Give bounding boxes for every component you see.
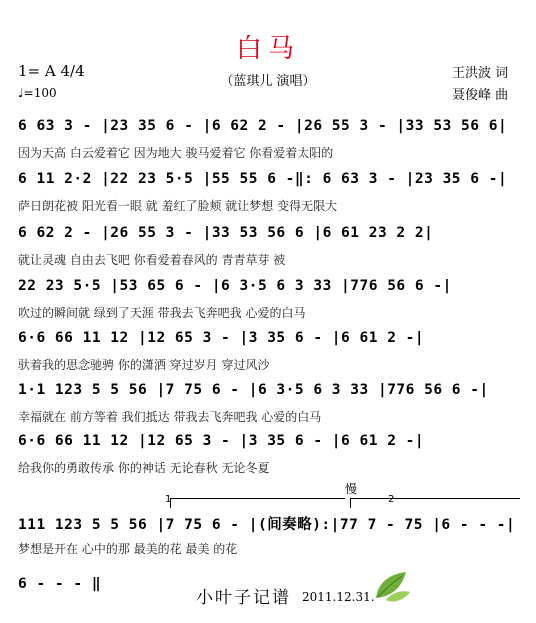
transcription-date: 2011.12.31. (302, 590, 375, 604)
lyrics-line-5: 驮着我的思念驰骋 你的潇洒 穿过岁月 穿过风沙 (18, 358, 270, 372)
notation-line-8: 111 123 5 5 56 |7 75 6 - |(间奏略):|77 7 - 75 |6 - - -| (18, 517, 516, 533)
lyrics-line-4: 吹过的瞬间就 绿到了天涯 带我去飞奔吧我 心爱的白马 (18, 306, 306, 320)
tempo-marking: ♩=100 (18, 86, 57, 100)
composer-credit: 聂俊峰 曲 (452, 88, 509, 103)
volta-1-label: 1 (165, 494, 172, 505)
lyrics-line-8: 梦想是开在 心中的那 最美的花 最美 的花 (18, 542, 238, 556)
leaf-icon (372, 568, 412, 604)
notation-line-9: 6 - - - ‖ (18, 576, 102, 592)
notation-line-5: 6·6 66 11 12 |12 65 3 - |3 35 6 - |6 61 2 -| (18, 330, 425, 346)
volta-bracket-2-end (350, 498, 351, 508)
notation-line-1: 6 63 3 - |23 35 6 - |6 62 2 - |26 55 3 - |33 53 56 6| (18, 118, 508, 134)
key-signature: 1= A 4/4 (18, 62, 85, 80)
notation-line-6: 1·1 123 5 5 56 |7 75 6 - |6 3·5 6 3 33 |776 56 6 -| (18, 382, 489, 398)
notation-line-2: 6 11 2·2 |22 23 5·5 |55 55 6 -‖: 6 63 3 - |23 35 6 -| (18, 171, 508, 187)
notation-line-4: 22 23 5·5 |53 65 6 - |6 3·5 6 3 33 |776 56 6 -| (18, 278, 452, 294)
tempo-slow-marking: 慢 (345, 482, 358, 496)
volta-bracket-2 (350, 498, 520, 499)
notation-line-7: 6·6 66 11 12 |12 65 3 - |3 35 6 - |6 61 2 -| (18, 433, 425, 449)
lyricist-credit: 王洪波 词 (452, 66, 509, 81)
notation-line-3: 6 62 2 - |26 55 3 - |33 53 56 6 |6 61 23 2 2| (18, 225, 434, 241)
lyrics-line-2: 萨日朗花被 阳光看一眼 就 羞红了脸颊 就让梦想 变得无限大 (18, 199, 338, 213)
lyrics-line-7: 给我你的勇敢传承 你的神话 无论春秋 无论冬夏 (18, 461, 270, 475)
lyrics-line-1: 因为天高 白云爱着它 因为地大 骏马爱着它 你看爱着太阳的 (18, 146, 334, 160)
transcriber-signature: 小叶子记谱 (196, 588, 291, 608)
song-title: 白马 (235, 34, 300, 64)
lyrics-line-3: 就让灵魂 自由去飞吧 你看爱着春风的 青青草芽 被 (18, 253, 286, 267)
volta-bracket-1 (170, 498, 345, 499)
lyrics-line-6: 幸福就在 前方等着 我们抵达 带我去飞奔吧我 心爱的白马 (18, 410, 322, 424)
volta-2-label: 2 (388, 494, 395, 505)
singer-credit: （蓝琪儿 演唱） (220, 74, 316, 89)
